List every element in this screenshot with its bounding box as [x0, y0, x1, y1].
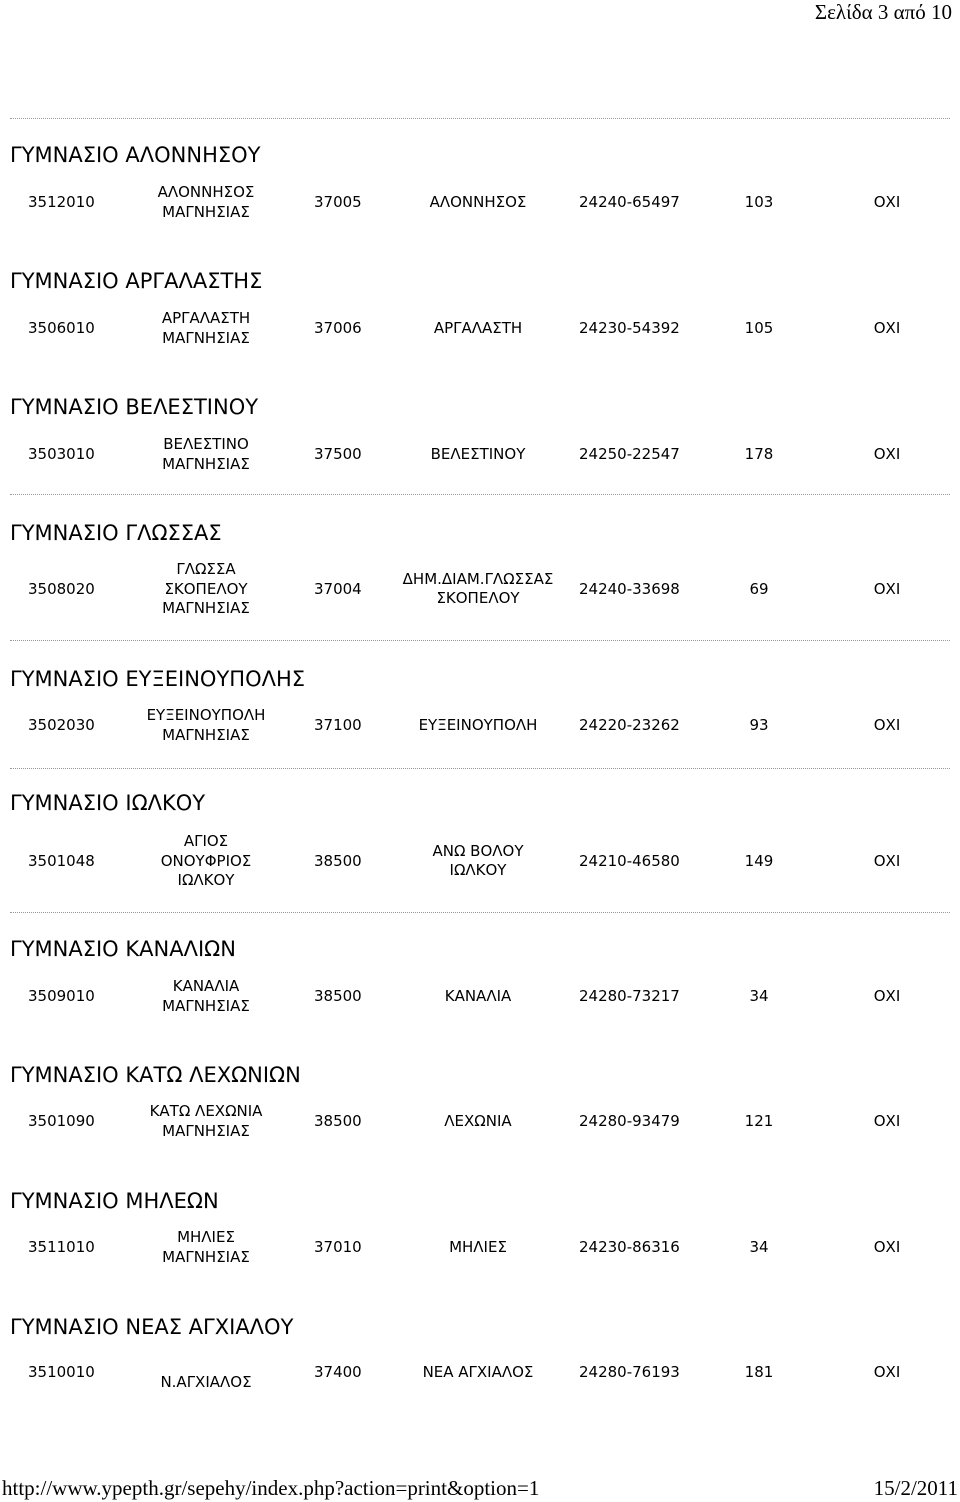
address	[398, 193, 558, 213]
school-row	[0, 1102, 960, 1141]
phone-number: 24280-73217	[579, 986, 680, 1005]
status-flag: ΟΧΙ	[873, 986, 901, 1005]
area-name-line: Ν.ΑΓΧΙΑΛΟΣ	[160, 1373, 252, 1391]
status-flag: ΟΧΙ	[873, 1111, 901, 1130]
school-title: ΓΥΜΝΑΣΙΟ ΑΛΟΝΝΗΣΟΥ	[10, 143, 261, 167]
area-name	[130, 1228, 282, 1267]
area-name-line: ΓΛΩΣΣΑ	[176, 560, 236, 578]
postal-code: 37500	[314, 444, 362, 463]
address-line: ΝΕΑ ΑΓΧΙΑΛΟΣ	[422, 1363, 534, 1381]
school-row	[0, 832, 960, 891]
area-name-line: ΜΑΓΝΗΣΙΑΣ	[162, 1121, 250, 1140]
status-flag: ΟΧΙ	[873, 579, 901, 598]
school-title: ΓΥΜΝΑΣΙΟ ΚΑΝΑΛΙΩΝ	[10, 937, 236, 961]
section-divider	[10, 640, 950, 641]
school-code: 3512010	[28, 192, 95, 211]
area-name	[130, 435, 282, 474]
area-name	[130, 832, 282, 891]
school-code: 3501090	[28, 1111, 95, 1130]
school-row	[0, 1363, 960, 1391]
school-row	[0, 977, 960, 1016]
school-title: ΓΥΜΝΑΣΙΟ ΕΥΞΕΙΝΟΥΠΟΛΗΣ	[10, 667, 306, 691]
school-code: 3509010	[28, 986, 95, 1005]
phone-number: 24280-76193	[579, 1363, 680, 1381]
school-row	[0, 183, 960, 222]
area-name-line: ΙΩΛΚΟΥ	[177, 871, 235, 889]
area-name-line: ΚΑΤΩ ΛΕΧΩΝΙΑ	[149, 1102, 263, 1120]
area-name-line: ΜΑΓΝΗΣΙΑΣ	[162, 1247, 250, 1266]
student-count: 149	[744, 851, 774, 870]
status-flag: ΟΧΙ	[873, 1237, 901, 1256]
student-count: 178	[744, 444, 774, 463]
area-name-line: ΑΡΓΑΛΑΣΤΗ	[161, 309, 251, 327]
postal-code: 37006	[314, 318, 362, 337]
address-line: ΔΗΜ.ΔΙΑΜ.ΓΛΩΣΣΑΣ	[402, 569, 554, 588]
print-date: 15/2/2011	[873, 1476, 958, 1500]
address	[398, 842, 558, 881]
address-line: ΚΑΝΑΛΙΑ	[444, 986, 512, 1005]
area-name-line: ΜΗΛΙΕΣ	[177, 1228, 235, 1246]
postal-code: 37004	[314, 579, 362, 598]
area-name	[130, 183, 282, 222]
school-title: ΓΥΜΝΑΣΙΟ ΙΩΛΚΟΥ	[10, 791, 206, 815]
area-name-line: ΕΥΞΕΙΝΟΥΠΟΛΗ	[146, 706, 266, 724]
student-count: 93	[749, 715, 769, 734]
area-name-line: ΣΚΟΠΕΛΟΥ	[164, 579, 248, 598]
status-flag: ΟΧΙ	[873, 715, 901, 734]
area-name-line: ΜΑΓΝΗΣΙΑΣ	[162, 202, 250, 221]
area-name	[130, 706, 282, 745]
student-count: 34	[749, 986, 769, 1005]
phone-number: 24240-65497	[579, 192, 680, 211]
phone-number: 24230-86316	[579, 1237, 680, 1256]
school-title: ΓΥΜΝΑΣΙΟ ΑΡΓΑΛΑΣΤΗΣ	[10, 269, 263, 293]
status-flag: ΟΧΙ	[873, 1363, 901, 1381]
print-footer	[0, 1476, 960, 1502]
area-name	[130, 977, 282, 1016]
address-line: ΜΗΛΙΕΣ	[449, 1237, 507, 1256]
address	[398, 1112, 558, 1132]
student-count: 181	[744, 1363, 774, 1381]
section-divider	[10, 768, 950, 769]
school-code: 3510010	[28, 1363, 95, 1381]
postal-code: 37005	[314, 192, 362, 211]
page-number-label: Σελίδα 3 από 10	[814, 0, 952, 24]
school-code: 3508020	[28, 579, 95, 598]
school-title: ΓΥΜΝΑΣΙΟ ΝΕΑΣ ΑΓΧΙΑΛΟΥ	[10, 1315, 294, 1339]
address-line: ΙΩΛΚΟΥ	[449, 861, 507, 880]
address-line: ΛΕΧΩΝΙΑ	[444, 1111, 512, 1130]
section-divider	[10, 494, 950, 495]
phone-number: 24210-46580	[579, 851, 680, 870]
address-line: ΑΡΓΑΛΑΣΤΗ	[433, 318, 523, 337]
status-flag: ΟΧΙ	[873, 318, 901, 337]
address	[398, 987, 558, 1007]
address	[398, 1238, 558, 1258]
school-title: ΓΥΜΝΑΣΙΟ ΜΗΛΕΩΝ	[10, 1189, 219, 1213]
school-row	[0, 560, 960, 619]
school-title: ΓΥΜΝΑΣΙΟ ΒΕΛΕΣΤΙΝΟΥ	[10, 395, 259, 419]
student-count: 121	[744, 1111, 774, 1130]
area-name-line: ΜΑΓΝΗΣΙΑΣ	[162, 599, 250, 617]
address	[398, 319, 558, 339]
student-count: 103	[744, 192, 774, 211]
area-name	[130, 560, 282, 619]
postal-code: 37010	[314, 1237, 362, 1256]
school-row	[0, 309, 960, 348]
address	[398, 445, 558, 465]
school-code: 3503010	[28, 444, 95, 463]
area-name	[130, 1373, 282, 1393]
postal-code: 38500	[314, 1111, 362, 1130]
phone-number: 24240-33698	[579, 579, 680, 598]
school-title: ΓΥΜΝΑΣΙΟ ΓΛΩΣΣΑΣ	[10, 521, 222, 545]
address-line: ΑΝΩ ΒΟΛΟΥ	[432, 841, 524, 860]
status-flag: ΟΧΙ	[873, 444, 901, 463]
area-name-line: ΑΛΟΝΝΗΣΟΣ	[157, 183, 255, 201]
address	[398, 1363, 558, 1383]
student-count: 105	[744, 318, 774, 337]
address-line: ΣΚΟΠΕΛΟΥ	[436, 589, 520, 608]
area-name-line: ΜΑΓΝΗΣΙΑΣ	[162, 454, 250, 473]
address-line: ΑΛΟΝΝΗΣΟΣ	[429, 192, 527, 211]
area-name-line: ΑΓΙΟΣ	[183, 832, 229, 850]
postal-code: 38500	[314, 851, 362, 870]
status-flag: ΟΧΙ	[873, 192, 901, 211]
school-code: 3501048	[28, 851, 95, 870]
section-divider	[10, 118, 950, 119]
area-name-line: ΜΑΓΝΗΣΙΑΣ	[162, 328, 250, 347]
phone-number: 24280-93479	[579, 1111, 680, 1130]
school-row	[0, 435, 960, 474]
postal-code: 37100	[314, 715, 362, 734]
school-row	[0, 706, 960, 745]
area-name-line: ΚΑΝΑΛΙΑ	[172, 977, 240, 995]
school-code: 3506010	[28, 318, 95, 337]
area-name-line: ΒΕΛΕΣΤΙΝΟ	[163, 435, 249, 453]
address-line: ΕΥΞΕΙΝΟΥΠΟΛΗ	[418, 715, 538, 734]
area-name-line: ΜΑΓΝΗΣΙΑΣ	[162, 996, 250, 1015]
postal-code: 38500	[314, 986, 362, 1005]
phone-number: 24220-23262	[579, 715, 680, 734]
status-flag: ΟΧΙ	[873, 851, 901, 870]
student-count: 34	[749, 1237, 769, 1256]
area-name-line: ΜΑΓΝΗΣΙΑΣ	[162, 725, 250, 744]
phone-number: 24230-54392	[579, 318, 680, 337]
school-title: ΓΥΜΝΑΣΙΟ ΚΑΤΩ ΛΕΧΩΝΙΩΝ	[10, 1063, 301, 1087]
source-url: http://www.ypepth.gr/sepehy/index.php?action=print&option=1	[2, 1476, 540, 1500]
student-count: 69	[749, 579, 769, 598]
section-divider	[10, 912, 950, 913]
school-code: 3511010	[28, 1237, 95, 1256]
area-name-line: ΟΝΟΥΦΡΙΟΣ	[160, 851, 252, 870]
area-name	[130, 1102, 282, 1141]
address	[398, 570, 558, 609]
school-row	[0, 1228, 960, 1267]
address-line: ΒΕΛΕΣΤΙΝΟΥ	[430, 444, 526, 463]
area-name	[130, 309, 282, 348]
address	[398, 716, 558, 736]
school-code: 3502030	[28, 715, 95, 734]
phone-number: 24250-22547	[579, 444, 680, 463]
postal-code: 37400	[314, 1363, 362, 1381]
